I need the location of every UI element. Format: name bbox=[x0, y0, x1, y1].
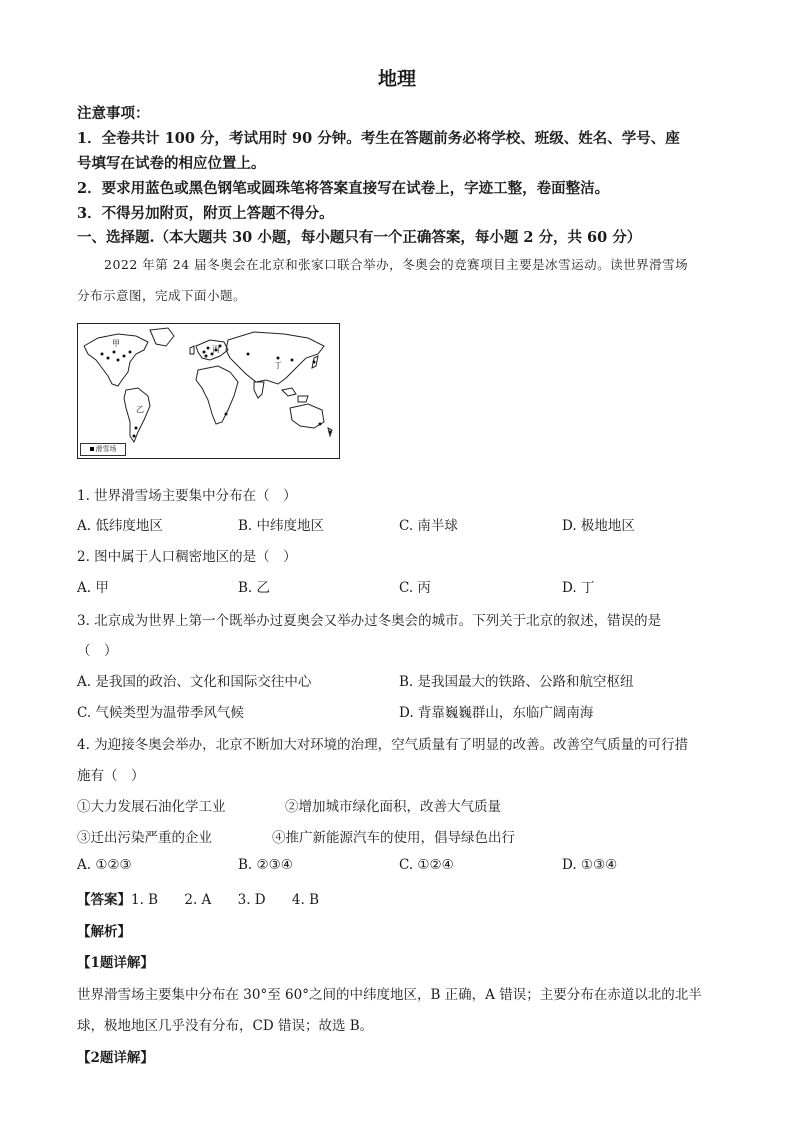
analysis-label: 【解析】 bbox=[77, 924, 131, 940]
answer-3: 3. D bbox=[237, 892, 266, 908]
q4-stem-line-2: 施有（ ） bbox=[77, 768, 145, 784]
q4-stem-line-1: 4. 为迎接冬奥会举办，北京不断加大对环境的治理，空气质量有了明显的改善。改善空气质量的可行措 bbox=[77, 737, 689, 753]
answer-2: 2. A bbox=[184, 892, 212, 908]
q4-measure-1: ①大力发展石油化学工业 bbox=[77, 799, 226, 815]
world-map-outline bbox=[78, 324, 339, 458]
q3-option-a[interactable]: A. 是我国的政治、文化和国际交往中心 bbox=[77, 674, 312, 690]
q4-option-c[interactable]: C. ①②④ bbox=[399, 857, 454, 873]
notice-item-1-line-1: 1．全卷共计 100 分，考试用时 90 分钟。考生在答题前务必将学校、班级、姓名、学号、座 bbox=[77, 130, 680, 147]
q3-option-c[interactable]: C. 气候类型为温带季风气候 bbox=[77, 705, 244, 721]
q3-stem-line-1: 3. 北京成为世界上第一个既举办过夏奥会又举办过冬奥会的城市。下列关于北京的叙述，错误的是 bbox=[77, 613, 662, 629]
detail-1-heading: 【1题详解】 bbox=[77, 955, 154, 971]
q1-stem: 1. 世界滑雪场主要集中分布在（ ） bbox=[77, 488, 297, 504]
q4-option-d[interactable]: D. ①③④ bbox=[562, 857, 618, 873]
q2-option-a[interactable]: A. 甲 bbox=[77, 580, 109, 596]
notice-item-3: 3．不得另加附页，附页上答题不得分。 bbox=[77, 205, 334, 222]
q1-option-d[interactable]: D. 极地地区 bbox=[562, 518, 635, 534]
q1-option-b[interactable]: B. 中纬度地区 bbox=[238, 518, 325, 534]
intro-line-1: 2022 年第 24 届冬奥会在北京和张家口联合举办，冬奥会的竞赛项目主要是冰雪运动。读世界滑雪场 bbox=[104, 257, 689, 272]
notice-item-2: 2．要求用蓝色或黑色钢笔或圆珠笔将答案直接写在试卷上，字迹工整，卷面整洁。 bbox=[77, 180, 610, 197]
q4-measure-4: ④推广新能源汽车的使用，倡导绿色出行 bbox=[272, 830, 515, 846]
q1-option-c[interactable]: C. 南半球 bbox=[399, 518, 458, 534]
q4-measure-3: ③迁出污染严重的企业 bbox=[77, 830, 212, 846]
detail-2-heading: 【2题详解】 bbox=[77, 1050, 154, 1066]
map-label-ding: 丁 bbox=[274, 361, 282, 370]
q1-option-a[interactable]: A. 低纬度地区 bbox=[77, 518, 163, 534]
q4-measure-2: ②增加城市绿化面积，改善大气质量 bbox=[285, 799, 501, 815]
q2-option-c[interactable]: C. 丙 bbox=[399, 580, 431, 596]
notice-item-1-line-2: 号填写在试卷的相应位置上。 bbox=[77, 155, 266, 172]
legend-dot-icon bbox=[90, 447, 94, 451]
q3-option-b[interactable]: B. 是我国最大的铁路、公路和航空枢纽 bbox=[399, 674, 634, 690]
detail-1-line-2: 球，极地地区几乎没有分布，CD 错误；故选 B。 bbox=[77, 1018, 374, 1034]
map-label-yi: 乙 bbox=[136, 405, 144, 414]
q4-option-b[interactable]: B. ②③④ bbox=[238, 857, 293, 873]
map-label-bing: 丙 bbox=[212, 345, 220, 354]
map-label-jia: 甲 bbox=[112, 339, 120, 348]
map-legend bbox=[80, 443, 126, 456]
answer-1: 1. B bbox=[131, 892, 159, 908]
answer-row bbox=[77, 888, 319, 908]
q2-option-b[interactable]: B. 乙 bbox=[238, 580, 271, 596]
answer-label: 【答案】 bbox=[77, 892, 131, 908]
world-ski-map bbox=[77, 323, 340, 459]
q4-option-a[interactable]: A. ①②③ bbox=[77, 857, 132, 873]
page-title: 地理 bbox=[377, 68, 416, 90]
answer-4: 4. B bbox=[291, 892, 319, 908]
q2-option-d[interactable]: D. 丁 bbox=[562, 580, 595, 596]
q3-option-d[interactable]: D. 背靠巍巍群山，东临广阔南海 bbox=[399, 705, 594, 721]
notice-heading: 注意事项： bbox=[77, 105, 150, 122]
q2-stem: 2. 图中属于人口稠密地区的是（ ） bbox=[77, 549, 297, 565]
detail-1-line-1: 世界滑雪场主要集中分布在 30°至 60°之间的中纬度地区，B 正确，A 错误；主要分布在赤道以北的北半 bbox=[77, 987, 702, 1003]
q3-stem-line-2: （ ） bbox=[77, 643, 118, 659]
map-legend-label: 滑雪场 bbox=[95, 445, 117, 453]
section-heading: 一、选择题.（本大题共 30 小题，每小题只有一个正确答案，每小题 2 分，共 60 分） bbox=[77, 229, 642, 246]
intro-line-2: 分布示意图，完成下面小题。 bbox=[77, 288, 247, 303]
